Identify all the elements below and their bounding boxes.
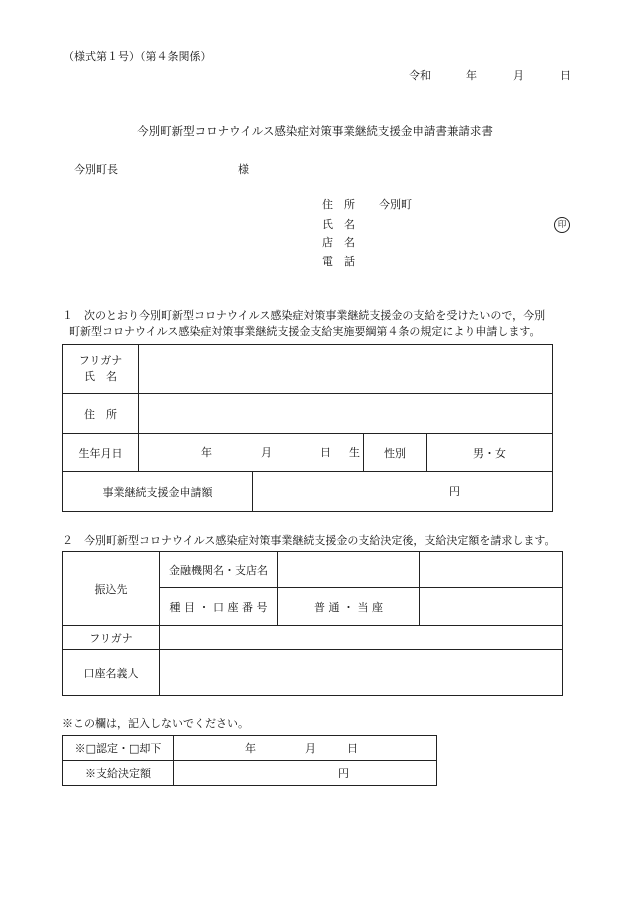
birth-year-unit: 年 xyxy=(201,446,212,459)
table-row xyxy=(63,650,563,696)
amount-yen-unit: 円 xyxy=(449,485,460,498)
section1-text-line1: １ 次のとおり今別町新型コロナウイルス感染症対策事業継続支援金の支給を受けたいので，今別 xyxy=(62,309,546,322)
decided-amount-label: ※支給決定額 xyxy=(63,761,174,786)
table-row xyxy=(63,434,553,472)
birth-month-unit: 月 xyxy=(261,446,272,459)
section2-text: ２ 今別町新型コロナウイルス感染症対策事業継続支援金の支給決定後，支給決定額を請求します。 xyxy=(62,534,556,547)
date-year-unit: 年 xyxy=(466,69,477,82)
birth-suffix: 生 xyxy=(349,446,360,459)
bank-transfer-table xyxy=(62,551,563,696)
account-type-choice[interactable]: 普 通 ・ 当 座 xyxy=(278,588,420,626)
decided-amount-yen-unit: 円 xyxy=(338,767,349,780)
table-row xyxy=(63,552,563,588)
address-label: 住 所 xyxy=(63,394,139,434)
bank-branch-field[interactable] xyxy=(278,552,420,588)
approval-day-unit: 日 xyxy=(347,742,358,755)
office-use-table xyxy=(62,735,437,786)
name-field[interactable] xyxy=(139,345,553,394)
holder-furigana-label: フリガナ xyxy=(63,626,160,650)
birthdate-field[interactable] xyxy=(139,434,364,472)
seal-mark-icon: 印 xyxy=(554,217,570,233)
table-row xyxy=(63,626,563,650)
date-day-unit: 日 xyxy=(560,69,571,82)
section1-text-line2: 町新型コロナウイルス感染症対策事業継続支援金支給実施要綱第４条の規定により申請します。 xyxy=(69,325,541,338)
address-field[interactable] xyxy=(139,394,553,434)
office-use-note: ※この欄は，記入しないでください。 xyxy=(62,717,249,730)
holder-furigana-field[interactable] xyxy=(160,626,563,650)
account-holder-field[interactable] xyxy=(160,650,563,696)
date-month-unit: 月 xyxy=(513,69,524,82)
applicant-address-value: 今別町 xyxy=(379,198,412,211)
birthdate-label: 生年月日 xyxy=(63,434,139,472)
amount-field[interactable] xyxy=(253,472,553,512)
approval-year-unit: 年 xyxy=(245,742,256,755)
furigana-label: フリガナ xyxy=(78,354,123,367)
approval-date-field xyxy=(174,736,437,761)
applicant-shop-label: 店 名 xyxy=(322,236,355,249)
transfer-to-label: 振込先 xyxy=(63,552,160,626)
applicant-address-label: 住 所 xyxy=(322,198,355,211)
account-holder-label: 口座名義人 xyxy=(63,650,160,696)
account-number-field[interactable] xyxy=(420,588,563,626)
table-row xyxy=(63,736,437,761)
amount-label: 事業継続支援金申請額 xyxy=(63,472,253,512)
table-row xyxy=(63,472,553,512)
birth-day-unit: 日 xyxy=(320,446,331,459)
approval-label: ※□認定・□却下 xyxy=(63,736,174,761)
applicant-phone-label: 電 話 xyxy=(322,255,355,268)
table-row xyxy=(63,761,437,786)
bank-branch-label: 金融機関名・支店名 xyxy=(160,552,278,588)
addressee-name: 今別町長 xyxy=(74,163,118,176)
decided-amount-field xyxy=(174,761,437,786)
gender-choice[interactable]: 男・女 xyxy=(427,434,553,472)
addressee-honorific: 様 xyxy=(238,163,249,176)
approval-month-unit: 月 xyxy=(305,742,316,755)
name-label-cell xyxy=(63,345,139,394)
page-title: 今別町新型コロナウイルス感染症対策事業継続支援金申請書兼請求書 xyxy=(137,124,493,138)
account-type-number-label: 種 目 ・ 口 座 番 号 xyxy=(160,588,278,626)
applicant-info-table xyxy=(62,344,553,512)
gender-label: 性別 xyxy=(364,434,427,472)
table-row xyxy=(63,394,553,434)
date-era: 令和 xyxy=(409,69,431,82)
applicant-name-label: 氏 名 xyxy=(322,218,355,231)
name-label: 氏 名 xyxy=(84,370,117,383)
form-number-label: （様式第１号）（第４条関係） xyxy=(63,50,212,63)
table-row xyxy=(63,345,553,394)
bank-branch-extra-field[interactable] xyxy=(420,552,563,588)
